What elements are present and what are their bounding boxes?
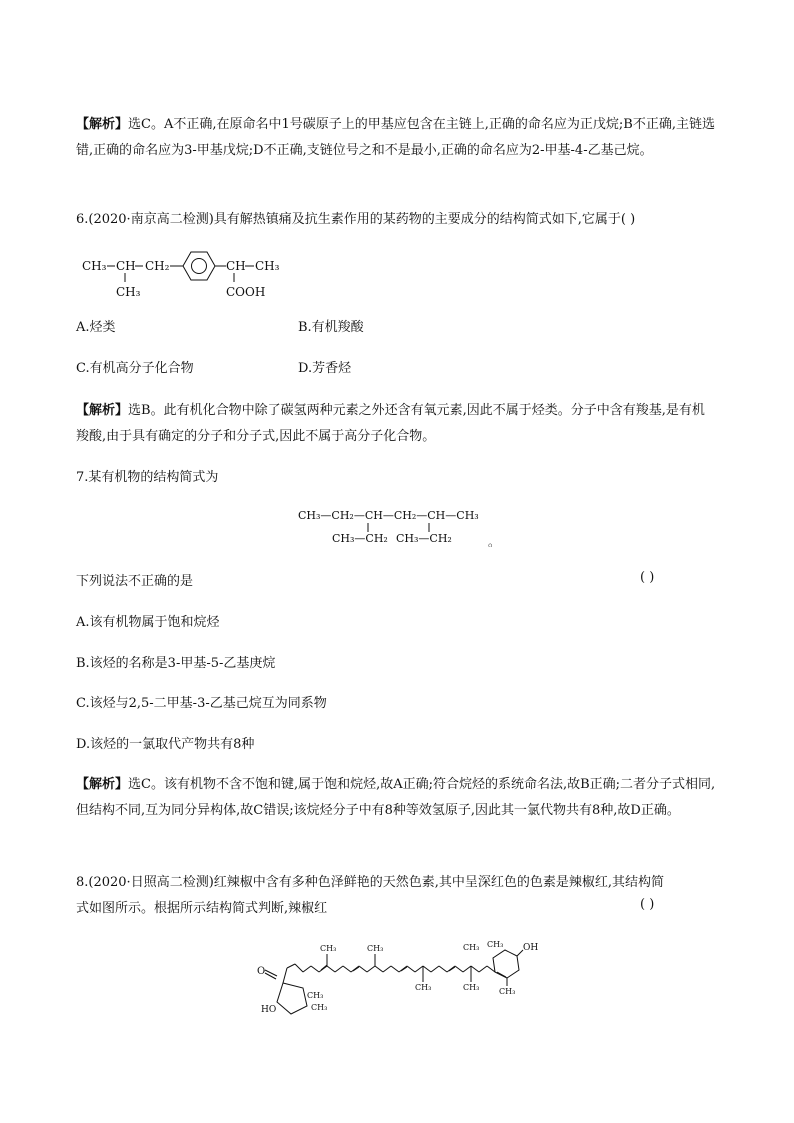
q7-structure [296,505,511,547]
q6-analysis [76,398,716,449]
q8-methyl-4: CH₃ [320,944,337,953]
q8-methyl-5: CH₃ [415,983,432,992]
q6-cooh: COOH [226,285,266,299]
analysis-text: 选B。此有机化合物中除了碳氢两种元素之外还含有氧元素,因此不属于烃类。分子中含有羧基,是有机羧酸,由于具有确定的分子和分子式,因此不属于高分子化合物。 [76,403,705,444]
q6-option-d: D.芳香烃 [298,361,352,376]
q8-stem-line1: 8.(2020·日照高二检测)红辣椒中含有多种色泽鲜艳的天然色素,其中呈深红色的色素是辣椒红,其结构简 [76,875,665,890]
q8-hydroxyl-right: OH [523,943,539,953]
q7-option-a: A.该有机物属于饱和烷烃 [76,615,220,630]
q7-main-chain: CH₃—CH₂—CH—CH₂—CH—CH₃ [298,509,479,522]
q7-option-b: B.该烃的名称是3-甲基-5-乙基庚烷 [76,656,276,671]
q8-methyl-6: CH₃ [463,983,480,992]
analysis-text: 选C。该有机物不含不饱和键,属于饱和烷烃,故A正确;符合烷烃的系统命名法,故B正确;二者分子式相同,但结构不同,互为同分异构体,故C错误;该烷烃分子中有8种等效氢原子,因此其一氯代物共有8种,故D正确。 [76,777,716,818]
analysis-tag: 【解析】 [76,403,129,418]
q6-ch3-sub: CH₃ [116,285,141,299]
q8-answer-paren: ( ) [640,897,655,912]
q6-stem: 6.(2020·南京高二检测)具有解热镇痛及抗生素作用的某药物的主要成分的结构简式如下,它属于( ) [76,212,636,227]
q6-ch3-a: CH₃ [82,259,107,273]
q7-analysis [76,772,716,823]
q8-methyl-3: CH₃ [367,944,384,953]
q8-structure [255,938,545,1018]
q8-methyl-8: CH₃ [463,943,480,952]
q6-ch2: CH₂ [145,259,170,273]
q7-option-d: D.该烃的一氯取代产物共有8种 [76,737,255,752]
q7-option-c: C.该烃与2,5-二甲基-3-乙基己烷互为同系物 [76,696,327,711]
q6-option-a: A.烃类 [76,320,116,335]
q8-methyl-7: CH₃ [499,987,516,996]
q8-methyl-1: CH₃ [307,991,324,1000]
q7-right-sub: CH₃—CH₂ [396,532,452,545]
q6-option-c: C.有机高分子化合物 [76,361,194,376]
q7-left-sub: CH₃—CH₂ [332,532,388,545]
q7-question: 下列说法不正确的是 [76,574,194,589]
q7-answer-paren: ( ) [640,570,655,585]
q6-ch-b: CH [226,259,246,273]
q7-end-mark: 。 [488,535,501,547]
analysis-tag: 【解析】 [76,777,129,792]
q8-hydroxyl-left: HO [261,1005,277,1015]
q6-ch3-b: CH₃ [255,259,280,273]
q8-stem-line2: 式如图所示。根据所示结构简式判断,辣椒红 [76,901,328,916]
q5-analysis [76,112,716,163]
q6-option-b: B.有机羧酸 [298,320,364,335]
q8-methyl-9: CH₃ [487,940,504,949]
q8-oxygen: O [257,966,266,977]
analysis-tag: 【解析】 [76,117,129,132]
q8-methyl-2: CH₃ [311,1003,328,1012]
q6-ch-a: CH [116,259,136,273]
analysis-text: 选C。A不正确,在原命名中1号碳原子上的甲基应包含在主链上,正确的命名应为正戊烷;B不正确,主链选错,正确的命名应为3-甲基戊烷;D不正确,支链位号之和不是最小,正确的命名应为2-甲基-4-乙基己烷。 [76,117,715,158]
q6-structure [80,240,290,302]
q7-stem: 7.某有机物的结构简式为 [76,470,219,485]
